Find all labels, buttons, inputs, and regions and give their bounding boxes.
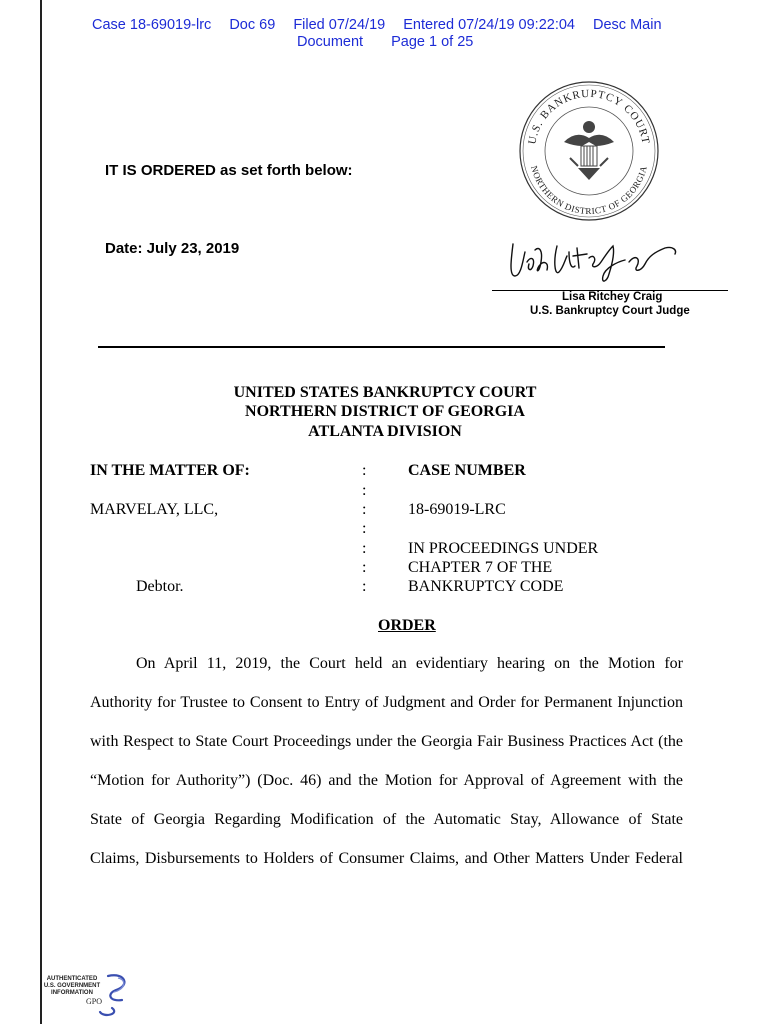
date-line: Date: July 23, 2019	[105, 240, 240, 257]
debtor-label: Debtor.	[136, 578, 184, 595]
court-name-line1: UNITED STATES BANKRUPTCY COURT	[233, 384, 537, 401]
caption-colon: :	[362, 482, 367, 499]
header-desc: Desc Main	[593, 17, 662, 33]
judge-title: U.S. Bankruptcy Court Judge	[530, 305, 690, 317]
svg-text:NORTHERN DISTRICT OF GEORGIA: NORTHERN DISTRICT OF GEORGIA	[529, 164, 649, 217]
svg-text:U.S. GOVERNMENT: U.S. GOVERNMENT	[43, 983, 101, 989]
matter-label: IN THE MATTER OF:	[90, 462, 250, 479]
svg-text:U.S. BANKRUPTCY COURT: U.S. BANKRUPTCY COURT	[526, 87, 652, 146]
court-name-line2: NORTHERN DISTRICT OF GEORGIA	[245, 403, 525, 420]
header-filed: Filed 07/24/19	[293, 17, 386, 33]
party-name: MARVELAY, LLC,	[90, 501, 219, 518]
proceedings-line: CHAPTER 7 OF THE	[408, 559, 553, 576]
paragraph-line: State of Georgia Regarding Modification of the Automatic Stay, Allowance of State	[90, 811, 683, 828]
paragraph-line: “Motion for Authority”) (Doc. 46) and the Motion for Approval of Agreement with the	[90, 772, 683, 789]
judge-signature-icon	[505, 232, 680, 287]
proceedings-line: IN PROCEEDINGS UNDER	[408, 540, 599, 557]
header-case: Case 18-69019-lrc	[92, 17, 212, 33]
court-seal-icon	[518, 80, 660, 222]
paragraph-line: Authority for Trustee to Consent to Entry of Judgment and Order for Permanent Injunction	[90, 694, 683, 711]
caption-colon: :	[362, 462, 367, 479]
gpo-authenticated-logo-icon	[30, 970, 130, 1020]
case-number: 18-69019-LRC	[408, 501, 506, 518]
separator-line	[98, 346, 665, 348]
court-name-line3: ATLANTA DIVISION	[308, 423, 462, 440]
proceedings-line: BANKRUPTCY CODE	[408, 578, 564, 595]
order-heading: ORDER	[378, 617, 436, 634]
svg-text:AUTHENTICATED: AUTHENTICATED	[46, 976, 98, 982]
paragraph-line: with Respect to State Court Proceedings under the Georgia Fair Business Practices Act (the	[90, 733, 683, 750]
header-document: Document	[297, 34, 364, 50]
caption-colon: :	[362, 559, 367, 576]
ecf-header-line2	[297, 34, 473, 50]
header-doc: Doc 69	[229, 17, 276, 33]
svg-text:INFORMATION: INFORMATION	[51, 990, 93, 996]
header-page: Page 1 of 25	[391, 34, 474, 50]
order-intro: IT IS ORDERED as set forth below:	[105, 162, 353, 179]
case-number-label: CASE NUMBER	[408, 462, 526, 479]
paragraph-line: Claims, Disbursements to Holders of Consumer Claims, and Other Matters Under Federal	[90, 850, 683, 867]
paragraph-line: On April 11, 2019, the Court held an evidentiary hearing on the Motion for	[136, 655, 683, 672]
caption-colon: :	[362, 578, 367, 595]
judge-name: Lisa Ritchey Craig	[562, 291, 663, 303]
svg-text:GPO: GPO	[85, 997, 103, 1006]
caption-colon: :	[362, 520, 367, 537]
caption-colon: :	[362, 540, 367, 557]
left-margin-rule	[40, 0, 42, 1024]
ecf-header-line1	[92, 17, 662, 33]
header-entered: Entered 07/24/19 09:22:04	[403, 17, 575, 33]
caption-colon: :	[362, 501, 367, 518]
